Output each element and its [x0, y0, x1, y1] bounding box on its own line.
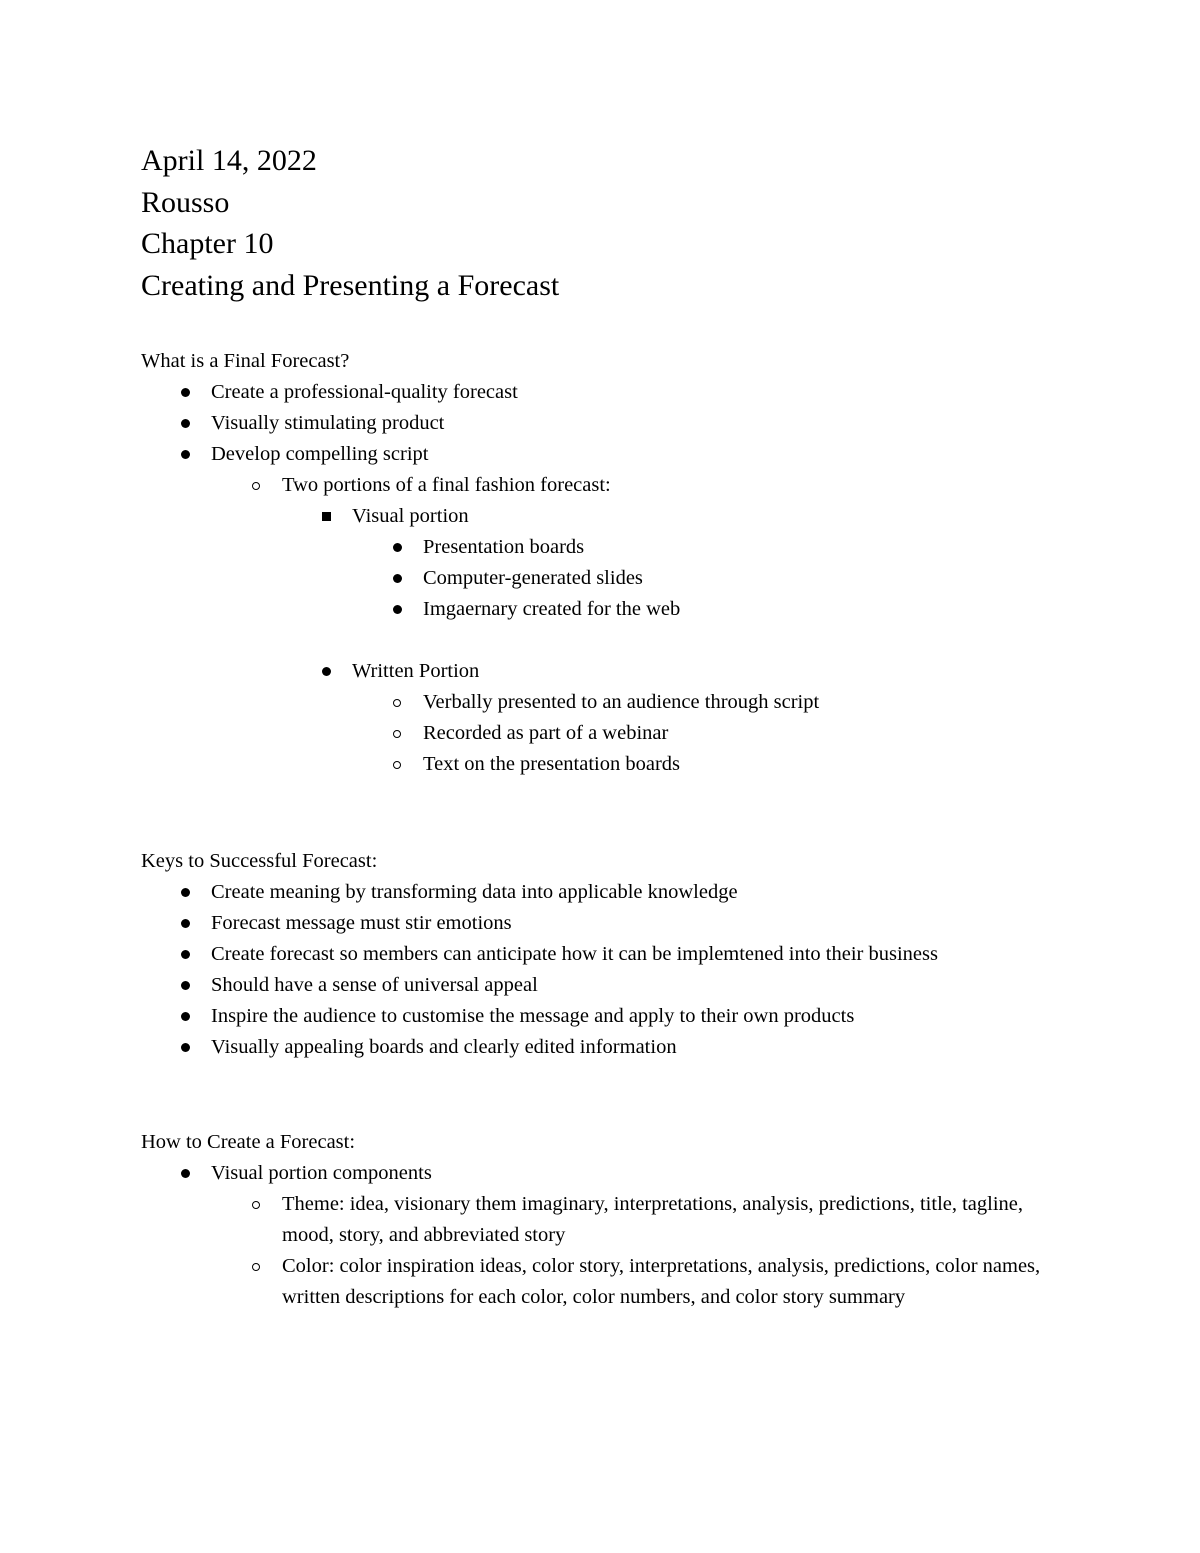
bullet-dot-icon	[177, 1001, 193, 1032]
list-item: Verbally presented to an audience through script	[141, 687, 1081, 718]
date-line: April 14, 2022	[141, 144, 317, 177]
bullet-dot-icon	[177, 908, 193, 939]
list-item: Visually appealing boards and clearly edited information	[141, 1032, 1081, 1063]
bullet-circle-icon	[248, 1251, 264, 1282]
author-line: Rousso	[141, 185, 230, 219]
list-item: Visual portion components	[141, 1158, 1081, 1189]
bullet-dot-icon	[177, 970, 193, 1001]
document-title: Creating and Presenting a Forecast	[141, 268, 560, 302]
bullet-dot-icon	[177, 1158, 193, 1189]
bullet-dot-icon	[177, 1032, 193, 1063]
bullet-list	[141, 1158, 1081, 1313]
bullet-dot-icon	[389, 563, 405, 594]
list-item: Text on the presentation boards	[141, 749, 1081, 780]
list-item: Theme: idea, visionary them imaginary, interpretations, analysis, predictions, title, tagline, mood, story, and abbreviated story	[141, 1189, 1062, 1251]
bullet-list	[141, 377, 1081, 625]
list-item: Forecast message must stir emotions	[141, 908, 1081, 939]
bullet-dot-icon	[389, 532, 405, 563]
list-item: Inspire the audience to customise the message and apply to their own products	[141, 1001, 1081, 1032]
section-final-forecast	[141, 346, 1081, 780]
bullet-circle-icon	[248, 1189, 264, 1220]
list-item: Should have a sense of universal appeal	[141, 970, 1081, 1001]
bullet-square-icon	[318, 501, 334, 532]
bullet-dot-icon	[318, 656, 334, 687]
list-item: Color: color inspiration ideas, color story, interpretations, analysis, predictions, color names, written descriptions for each color, color numbers, and color story summary	[141, 1251, 1042, 1313]
chapter-line: Chapter 10	[141, 227, 274, 260]
list-item: Visual portion	[141, 501, 1081, 532]
list-item: Presentation boards	[141, 532, 1081, 563]
list-item: Recorded as part of a webinar	[141, 718, 1081, 749]
list-item: Imgaernary created for the web	[141, 594, 1081, 625]
bullet-dot-icon	[177, 377, 193, 408]
list-item: Computer-generated slides	[141, 563, 1081, 594]
bullet-circle-icon	[389, 749, 405, 780]
list-item: Written Portion	[141, 656, 1081, 687]
bullet-dot-icon	[177, 439, 193, 470]
bullet-dot-icon	[177, 408, 193, 439]
list-item: Create a professional-quality forecast	[141, 377, 1081, 408]
list-item: Two portions of a final fashion forecast:	[141, 470, 1081, 501]
bullet-list	[141, 877, 1081, 1063]
section-heading: What is a Final Forecast?	[141, 350, 350, 372]
section-heading: How to Create a Forecast:	[141, 1131, 356, 1153]
section-how-to-create	[141, 1127, 1081, 1313]
list-item: Create meaning by transforming data into applicable knowledge	[141, 877, 1081, 908]
spacer	[141, 625, 1081, 656]
section-keys-to-success	[141, 846, 1081, 1063]
section-heading: Keys to Successful Forecast:	[141, 850, 378, 872]
list-item: Develop compelling script	[141, 439, 1081, 470]
bullet-circle-icon	[389, 718, 405, 749]
bullet-circle-icon	[389, 687, 405, 718]
list-item: Visually stimulating product	[141, 408, 1081, 439]
bullet-list	[141, 656, 1081, 780]
bullet-dot-icon	[177, 939, 193, 970]
document-header	[141, 140, 559, 306]
list-item: Create forecast so members can anticipate how it can be implemtened into their business	[141, 939, 1081, 970]
bullet-dot-icon	[177, 877, 193, 908]
bullet-circle-icon	[248, 470, 264, 501]
bullet-dot-icon	[389, 594, 405, 625]
